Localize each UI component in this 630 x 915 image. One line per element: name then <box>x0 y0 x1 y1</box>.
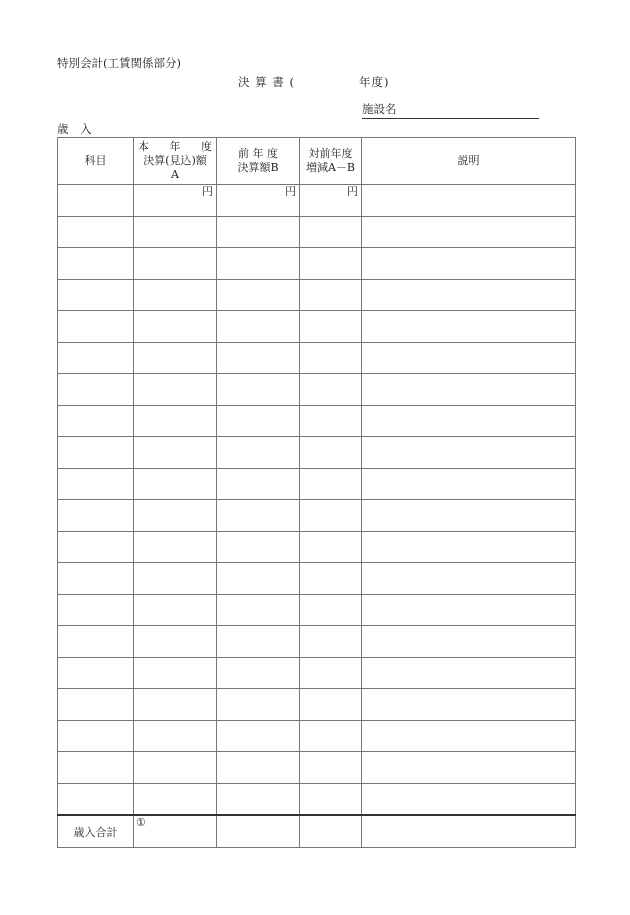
cell-previous[interactable] <box>217 468 300 500</box>
table-row <box>58 720 576 752</box>
cell-current[interactable]: 円 <box>134 185 217 217</box>
cell-item[interactable] <box>58 752 134 784</box>
cell-diff[interactable] <box>300 279 362 311</box>
cell-note[interactable] <box>362 563 576 595</box>
cell-previous[interactable] <box>217 720 300 752</box>
cell-previous[interactable] <box>217 783 300 815</box>
table-row <box>58 689 576 721</box>
form-title <box>238 74 389 90</box>
cell-item[interactable] <box>58 216 134 248</box>
cell-note[interactable] <box>362 720 576 752</box>
cell-item[interactable] <box>58 248 134 280</box>
cell-note[interactable] <box>362 437 576 469</box>
header-difference <box>300 138 362 185</box>
cell-current[interactable] <box>134 626 217 658</box>
table-header-row <box>58 138 576 185</box>
cell-previous[interactable] <box>217 248 300 280</box>
table-row <box>58 185 576 217</box>
cell-diff[interactable] <box>300 657 362 689</box>
h1: 本 <box>138 140 149 153</box>
cell-current[interactable] <box>134 468 217 500</box>
cell-note[interactable] <box>362 594 576 626</box>
cell-note[interactable] <box>362 531 576 563</box>
cell-item[interactable] <box>58 720 134 752</box>
cell-item[interactable] <box>58 626 134 658</box>
cell-current[interactable] <box>134 500 217 532</box>
facility-label: 施設名 <box>362 102 397 116</box>
cell-current[interactable] <box>134 689 217 721</box>
table-row <box>58 783 576 815</box>
cell-note[interactable] <box>362 657 576 689</box>
cell-item[interactable] <box>58 279 134 311</box>
cell-note[interactable] <box>362 311 576 343</box>
cell-diff[interactable] <box>300 689 362 721</box>
cell-note[interactable] <box>362 248 576 280</box>
cell-item[interactable] <box>58 783 134 815</box>
cell-note[interactable] <box>362 626 576 658</box>
cell-current[interactable] <box>134 720 217 752</box>
cell-previous[interactable] <box>217 531 300 563</box>
facility-name-field[interactable] <box>362 101 539 119</box>
cell-diff[interactable] <box>300 248 362 280</box>
cell-item[interactable] <box>58 437 134 469</box>
cell-note[interactable] <box>362 405 576 437</box>
cell-item[interactable] <box>58 468 134 500</box>
cell-diff[interactable] <box>300 405 362 437</box>
cell-diff[interactable] <box>300 783 362 815</box>
section-label: 歳 入 <box>57 122 96 136</box>
cell-previous[interactable] <box>217 216 300 248</box>
cell-item[interactable] <box>58 657 134 689</box>
cell-current[interactable] <box>134 311 217 343</box>
cell-diff[interactable] <box>300 563 362 595</box>
cell-diff[interactable] <box>300 594 362 626</box>
table-row <box>58 216 576 248</box>
cell-diff[interactable] <box>300 216 362 248</box>
cell-item[interactable] <box>58 311 134 343</box>
header-previous-line2: 決算額B <box>237 161 279 174</box>
cell-item[interactable] <box>58 531 134 563</box>
cell-previous[interactable] <box>217 563 300 595</box>
cell-previous[interactable] <box>217 594 300 626</box>
table-row <box>58 248 576 280</box>
total-diff[interactable] <box>300 815 362 848</box>
cell-note[interactable] <box>362 689 576 721</box>
cell-current[interactable] <box>134 248 217 280</box>
cell-item[interactable] <box>58 500 134 532</box>
cell-diff[interactable]: 円 <box>300 185 362 217</box>
cell-item[interactable] <box>58 374 134 406</box>
cell-diff[interactable] <box>300 342 362 374</box>
cell-note[interactable] <box>362 468 576 500</box>
cell-note[interactable] <box>362 216 576 248</box>
cell-previous[interactable] <box>217 752 300 784</box>
table-row <box>58 531 576 563</box>
cell-current[interactable] <box>134 594 217 626</box>
cell-diff[interactable] <box>300 720 362 752</box>
table-row <box>58 468 576 500</box>
cell-previous[interactable] <box>217 374 300 406</box>
cell-note[interactable] <box>362 783 576 815</box>
header-item: 科目 <box>58 138 134 185</box>
cell-previous[interactable] <box>217 342 300 374</box>
header-previous-line1: 前 年 度 <box>238 147 278 160</box>
table-row <box>58 563 576 595</box>
cell-item[interactable] <box>58 405 134 437</box>
cell-current[interactable] <box>134 531 217 563</box>
title-year-suffix: 年度) <box>358 75 390 89</box>
cell-item[interactable] <box>58 689 134 721</box>
cell-current[interactable] <box>134 216 217 248</box>
header-diff-line1: 対前年度 <box>308 147 353 160</box>
h3: 度 <box>201 140 212 153</box>
cell-diff[interactable] <box>300 531 362 563</box>
table-row <box>58 752 576 784</box>
header-note: 説明 <box>362 138 576 185</box>
total-row <box>58 815 576 848</box>
h2: 年 <box>169 140 181 153</box>
table-row <box>58 405 576 437</box>
header-current-year <box>134 138 217 185</box>
form-subtitle: 特別会計(工賃関係部分) <box>57 56 181 70</box>
header-current-line3: A <box>171 168 179 181</box>
cell-item[interactable] <box>58 594 134 626</box>
table-row <box>58 657 576 689</box>
cell-previous[interactable] <box>217 689 300 721</box>
cell-current[interactable] <box>134 783 217 815</box>
cell-diff[interactable] <box>300 752 362 784</box>
cell-diff[interactable] <box>300 626 362 658</box>
cell-current[interactable] <box>134 657 217 689</box>
total-current[interactable]: ① <box>134 815 217 848</box>
cell-previous[interactable] <box>217 311 300 343</box>
cell-diff[interactable] <box>300 468 362 500</box>
cell-previous[interactable] <box>217 405 300 437</box>
cell-previous[interactable] <box>217 657 300 689</box>
cell-previous[interactable]: 円 <box>217 185 300 217</box>
cell-item[interactable] <box>58 563 134 595</box>
table-row <box>58 437 576 469</box>
cell-current[interactable] <box>134 405 217 437</box>
cell-note[interactable] <box>362 374 576 406</box>
cell-previous[interactable] <box>217 500 300 532</box>
table-row <box>58 626 576 658</box>
cell-note[interactable] <box>362 500 576 532</box>
revenue-table <box>57 137 576 848</box>
cell-note[interactable] <box>362 342 576 374</box>
total-note[interactable] <box>362 815 576 848</box>
cell-note[interactable] <box>362 279 576 311</box>
title-main: 決 算 書 ( <box>238 75 295 89</box>
cell-note[interactable] <box>362 752 576 784</box>
cell-current[interactable] <box>134 437 217 469</box>
cell-diff[interactable] <box>300 311 362 343</box>
cell-previous[interactable] <box>217 437 300 469</box>
table-row <box>58 311 576 343</box>
header-current-line2: 決算(見込)額 <box>143 154 207 167</box>
cell-diff[interactable] <box>300 374 362 406</box>
cell-current[interactable] <box>134 374 217 406</box>
cell-current[interactable] <box>134 563 217 595</box>
table-row <box>58 279 576 311</box>
cell-current[interactable] <box>134 279 217 311</box>
cell-item[interactable] <box>58 185 134 217</box>
table-row <box>58 374 576 406</box>
header-diff-line2: 増減A－B <box>305 161 356 174</box>
cell-note[interactable] <box>362 185 576 217</box>
cell-previous[interactable] <box>217 279 300 311</box>
total-previous[interactable] <box>217 815 300 848</box>
table-row <box>58 500 576 532</box>
cell-item[interactable] <box>58 342 134 374</box>
table-row <box>58 594 576 626</box>
header-previous-year <box>217 138 300 185</box>
cell-current[interactable] <box>134 342 217 374</box>
cell-diff[interactable] <box>300 437 362 469</box>
total-label: 歳入合計 <box>58 815 134 848</box>
cell-current[interactable] <box>134 752 217 784</box>
table-row <box>58 342 576 374</box>
cell-diff[interactable] <box>300 500 362 532</box>
cell-previous[interactable] <box>217 626 300 658</box>
